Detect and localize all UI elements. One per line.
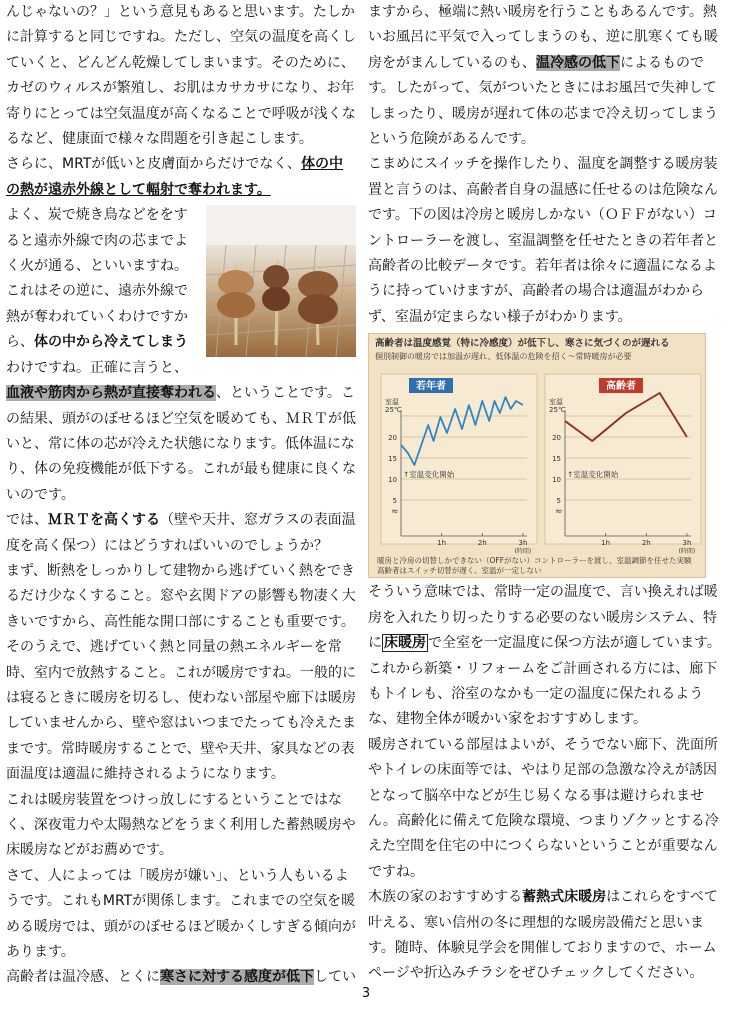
y-tick-label: 10 xyxy=(552,476,561,485)
text-span: 高齢者は温冷感、とくに xyxy=(6,969,160,986)
paragraph-thermal-sense xyxy=(368,0,726,152)
x-tick-label: 1h xyxy=(601,539,611,548)
series-label-1: 若年者 xyxy=(416,381,446,393)
axis-break: ≈ xyxy=(555,507,563,518)
highlight-cold-sensitivity: 寒さに対する感度が低下 xyxy=(160,969,314,986)
emphasis-body-heat: 体の中の熱 xyxy=(6,156,344,198)
chart-title: 高齢者は温度感覚（特に冷感度）が低下し、寒さに気づくのが遅れる xyxy=(375,338,670,350)
text-span: よく、炭で焼き鳥などををすると遠赤外線で肉の芯までよく火が通る、といいますね。これはその逆に、遠赤外線で熱が奪われていくわけですから、 xyxy=(6,207,188,351)
paragraph-recommend: これから新築・リフォームをご計画される方には、廊下もトイレも、浴室のなかも一定の温度に保たれるような、建物全体が暖かい家をおすすめします。 xyxy=(368,660,718,728)
temperature-chart xyxy=(368,333,706,578)
text-span: さらに、MRTが低いと皮膚面からだけでなく、 xyxy=(6,156,302,173)
text-span: はこれらをすべて叶える、寒い信州の冬に理想的な暖房設備だと思います。随時、体験見学会を開催しておりますので、ホームページや折込みチラシをぜひチェックしてください。 xyxy=(368,889,718,982)
start-label: ↑室温変化開始 xyxy=(403,470,455,480)
y-axis-unit: 25℃ xyxy=(385,406,402,415)
paragraph-constant-temp xyxy=(368,580,726,656)
emphasis-heat-storage-floor: 蓄熱式床暖房 xyxy=(522,889,607,906)
chart-panel-1 xyxy=(381,374,537,544)
skewer-2 xyxy=(262,260,290,345)
emphasis-radiation: が遠赤外線として輻射で奪われます。 xyxy=(34,181,271,198)
left-column xyxy=(6,0,356,991)
text-span: 、ということです。この結果、頭がのぼせるほど空気を暖めても、ＭＲＴが低いと、常に体の芯が冷えた状態になります。低体温になり、体の免疫機能が低下する。これが最も健康に良くないのです。 xyxy=(6,385,356,503)
skewer-1 xyxy=(217,265,255,345)
boxed-floor-heating: 床暖房 xyxy=(384,635,426,652)
y-tick-label: 20 xyxy=(388,434,397,443)
text-span: では、 xyxy=(6,512,48,529)
highlight-thermal-decline: 温冷感の低下 xyxy=(536,54,620,71)
chart-footnote: 暖房と冷房の切替しかできない（OFFがない）コントローラーを渡し、室温調節を任せた実験 高齢者はスイッチ切替が遅く、室温が一定しない xyxy=(377,556,700,576)
emphasis-cold-inside: 体の中から冷えてしまう xyxy=(34,334,188,351)
y-tick-label: 5 xyxy=(556,497,561,506)
paragraph-heat-storage: これは暖房装置をつけっ放しにするということではなく、深夜電力や太陽熱などをうまく利用した蓄熱暖房や床暖房などがお薦めです。 xyxy=(6,791,356,859)
paragraph-closing xyxy=(368,885,726,987)
paragraph-insulation: まず、断熱をしっかりして建物から逃げていく熱をできるだけ少なくすること。窓や玄関ドアの影響も物凄く大きいですから、高性能な開口部にすることも重要です。そのうえで、逃げていく熱と同量の熱エネルギーを常時、室内で放熱すること。これが暖房ですね。一般的には寝るときに暖房を切るし、使わない部屋や廊下は暖房していませんから、壁や窓はいつまでたっても冷えたままです。常時暖房することで、壁や天井、家具などの表面温度は適温に維持されるようになります。 xyxy=(6,562,356,783)
axis-break: ≈ xyxy=(391,507,399,518)
paragraph-humidity: んじゃないの？」という意見もあると思います。たしかに計算すると同じですね。ただし、空気の温度を高くしていくと、どんどん乾燥してしまいます。そのために、カゼのウィルスが繁殖し、お肌はカサカサになり、お年寄りにとっては空気温度が高くなることで呼吸が浅くなるなど、健康面で様々な問題を引き起こします。 xyxy=(6,4,356,148)
x-tick-label: 3h xyxy=(682,539,692,548)
text-span: そういう意味では、常時一定の温度で、言い換えれば暖房を入れたり切ったりする必要のない暖房システム、特に xyxy=(368,584,718,652)
start-label: ↑室温変化開始 xyxy=(567,470,619,480)
y-axis-label: 室温 xyxy=(549,398,563,407)
y-tick-label: 5 xyxy=(392,497,397,506)
chart-subtitle: 個別制御の暖房では加温が遅れ、低体温の危険を招く〜常時暖房が必要 xyxy=(375,352,632,362)
x-tick-label: 2h xyxy=(477,539,487,548)
highlight-blood-muscle: 血液や筋肉から熱が直接奪われる xyxy=(6,385,216,402)
y-axis-unit: 25℃ xyxy=(549,406,566,415)
photo-background xyxy=(206,205,356,245)
right-column xyxy=(368,0,726,987)
yakitori-photo xyxy=(206,205,356,357)
paragraph-controller: こまめにスイッチを操作したり、温度を調整する暖房装置と言うのは、高齢者自身の温感に任せるのは危険なんです。下の図は冷房と暖房しかない（ＯＦＦがない）コントローラーを渡し、室温調整を任せたときの若年者と高齢者の比較データです。若年者は徐々に適温になるように持っていけますが、高齢者の場合は適温がわからず、室温が定まらない様子がわかります。 xyxy=(368,156,718,325)
page-number: 3 xyxy=(361,986,371,1001)
yakitori-illustration xyxy=(206,205,356,357)
x-tick-label: 1h xyxy=(437,539,447,548)
x-axis-unit: (時間) xyxy=(514,548,532,556)
paragraph-mrt-radiation xyxy=(6,152,356,203)
x-axis-unit: (時間) xyxy=(678,548,696,556)
y-tick-label: 15 xyxy=(552,455,561,464)
paragraph-stroke-risk: 暖房されている部屋はよいが、そうでない廊下、洗面所やトイレの床面等では、やはり足部の急激な冷えが誘因となって脳卒中などが生じ易くなる事は避けられません。高齢化に備えて危険な環境、つまりゾクッとする冷えた空間を住宅の中につくらないということが重要なんですね。 xyxy=(368,736,719,880)
text-span: ますから、極端に熱い暖房を行うこともあるんです。熱いお風呂に平気で入ってしまうのも、逆に肌寒くても暖房をがまんしているのも、 xyxy=(368,4,718,71)
y-tick-label: 15 xyxy=(388,455,397,464)
chart-plot-area xyxy=(369,334,707,579)
y-tick-label: 10 xyxy=(388,476,397,485)
emphasis-raise-mrt: ＭＲＴを高くする xyxy=(48,512,160,529)
text-span: わけですね。正確に言うと、 xyxy=(6,359,188,376)
chart-panel-2 xyxy=(545,374,701,544)
x-tick-label: 2h xyxy=(641,539,651,548)
text-span: で全室を一定温度に保つ方法が適しています。 xyxy=(428,635,721,652)
paragraph-dislike-heating: さて、人によっては「暖房が嫌い」、という人もいるようです。これもMRTが関係します。これまでの空気を暖める暖房では、頭がのぼせるほど暖かくしすぎる傾向があります。 xyxy=(6,867,356,961)
text-span: （壁や天井、窓ガラスの表面温度を高く保つ）にはどうすればいいのでしょうか？ xyxy=(6,512,356,554)
y-tick-label: 20 xyxy=(552,434,561,443)
text-span: してい xyxy=(314,969,356,986)
text-span: 木族の家のおすすめする xyxy=(368,889,523,906)
x-tick-label: 3h xyxy=(518,539,528,548)
skewer-3 xyxy=(298,265,338,345)
text-span: によるものです。したがって、気がついたときにはお風呂で失神してしまったり、暖房が遅れて体の芯まで冷え切ってしまうという危険があるんです。 xyxy=(368,54,718,148)
y-axis-label: 室温 xyxy=(385,398,399,407)
series-label-2: 高齢者 xyxy=(606,381,636,393)
paragraph-raise-mrt xyxy=(6,508,356,559)
